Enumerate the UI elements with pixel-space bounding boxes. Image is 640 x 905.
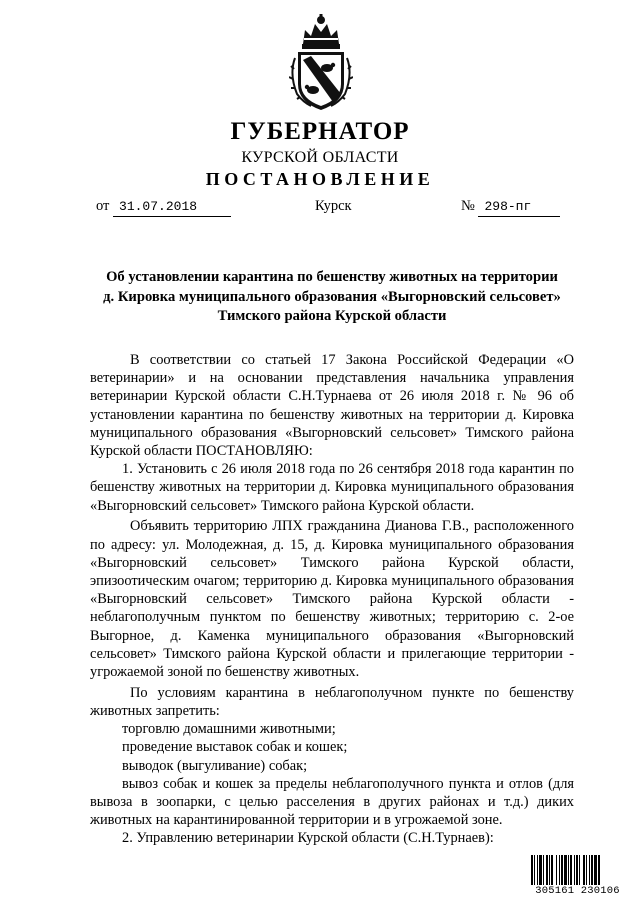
prohibition-item: проведение выставок собак и кошек;	[122, 739, 348, 756]
decree-number: 298-пг	[478, 198, 560, 217]
preamble-paragraph: В соответствии со статьей 17 Закона Российской Федерации «О ветеринарии» и на основании представления начальника управления ветеринарии Курской области С.Н.Турнаева от 26 июля 2018 г. № 96 об установлении карантина по бешенству животных на территории д. Кировка муниципального образования «Выгорновский сельсовет» Тимского района Курской области ПОСТАНОВЛЯЮ:	[90, 352, 574, 460]
decree-city: Курск	[315, 198, 352, 214]
barcode-bars	[531, 855, 624, 885]
declaration-paragraph: Объявить территорию ЛПХ гражданина Дианова Г.В., расположенного по адресу: ул. Молодежная, д. 15, д. Кировка муниципального образования «Выгорновский сельсовет» Тимского района Курской области, эпизоотическим очагом; территорию д. Кировка муниципального образования «Выгорновский сельсовет» Тимского района Курской области - неблагополучным пунктом по бешенству животных; территорию с. 2-ое Выгорное, д. Каменка муниципального образования «Выгорновский сельсовет» Тимского района Курской области и прилегающие территории - угрожаемой зоной по бешенству животных.	[90, 518, 574, 681]
decree-body	[90, 351, 574, 848]
decree-date: 31.07.2018	[113, 198, 231, 217]
barcode-bar	[600, 855, 601, 885]
decree-subject	[96, 268, 568, 327]
coat-of-arms-emblem	[289, 14, 353, 112]
date-prefix: от	[96, 198, 110, 214]
point-2-paragraph: 2. Управлению ветеринарии Курской области (С.Н.Турнаев):	[122, 830, 494, 847]
number-prefix: №	[461, 198, 475, 214]
decree-date-line	[96, 197, 231, 217]
prohibition-item: выводок (выгуливание) собак;	[122, 757, 308, 774]
prohibition-intro: По условиям карантина в неблагополучном пункте по бешенству животных запретить:	[90, 684, 574, 720]
prohibition-item: торговлю домашними животными;	[122, 721, 336, 738]
subject-line: д. Кировка муниципального образования «Выгорновский сельсовет»	[103, 288, 561, 305]
document-barcode	[531, 855, 624, 897]
governor-title: ГУБЕРНАТОР	[230, 118, 410, 145]
barcode-number: 305161 230106	[535, 885, 620, 897]
prohibition-item: вывоз собак и кошек за пределы неблагополучного пункта и отлов (для вывоза в зоопарки, с целью расселения в других районах и т.д.) диких животных на карантинированной территории и в угрожаемой зоне.	[90, 775, 574, 829]
decree-title: ПОСТАНОВЛЕНИЕ	[205, 169, 435, 189]
point-1-paragraph: 1. Установить с 26 июля 2018 года по 26 сентября 2018 года карантин по бешенству животных на территории д. Кировка муниципального образования «Выгорновский сельсовет» Тимского района Курской области.	[90, 461, 574, 514]
subject-line: Тимского района Курской области	[217, 308, 447, 324]
subject-line: Об установлении карантина по бешенству животных на территории	[106, 269, 558, 285]
region-title: КУРСКОЙ ОБЛАСТИ	[241, 149, 399, 166]
decree-number-line	[461, 197, 560, 217]
